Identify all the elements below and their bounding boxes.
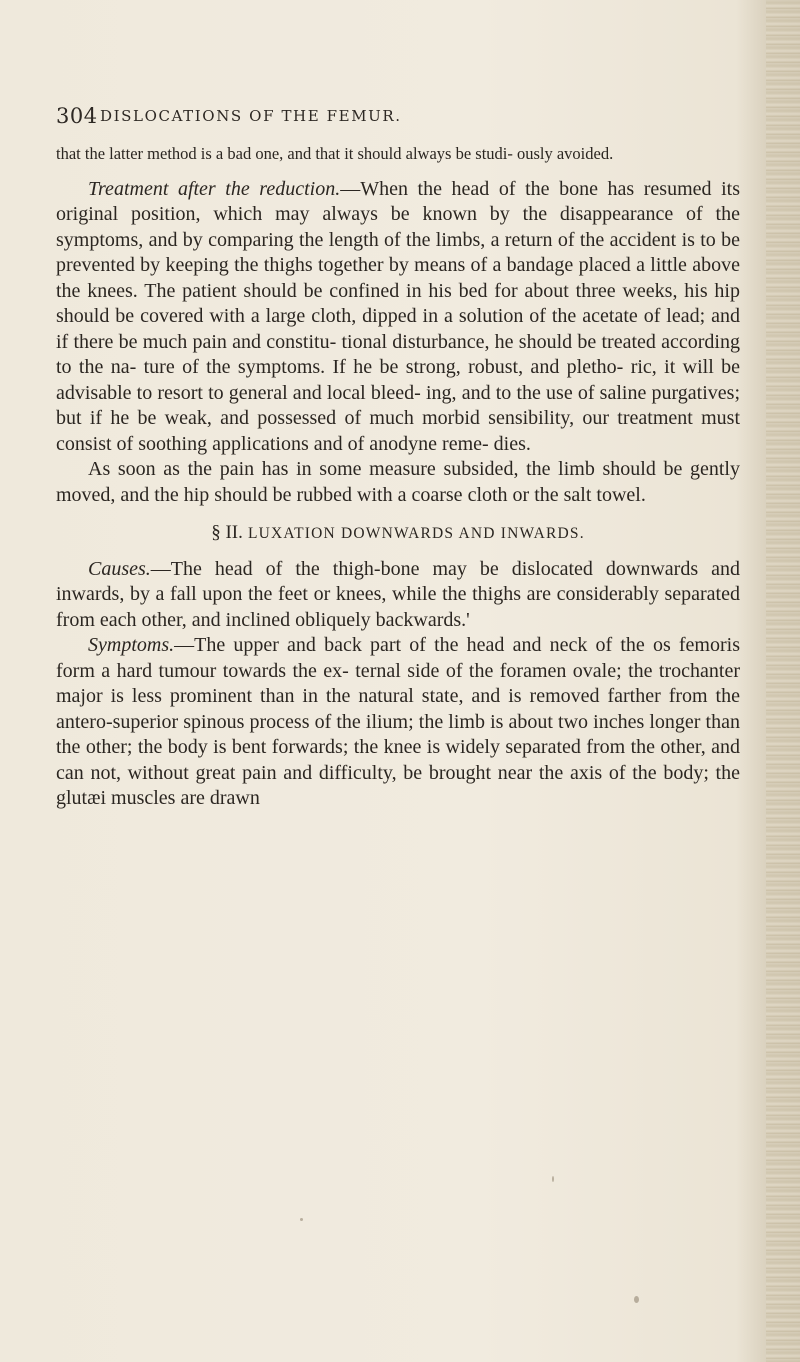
body-text bbox=[56, 141, 740, 812]
paragraph-lead-causes: Causes. bbox=[88, 557, 151, 580]
book-spine-edge bbox=[766, 0, 800, 1362]
paper-speck bbox=[634, 1296, 639, 1303]
paragraph-symptoms bbox=[56, 633, 740, 812]
page-number: 304 bbox=[56, 104, 98, 128]
section-title: LUXATION DOWNWARDS AND INWARDS. bbox=[247, 525, 585, 542]
paragraph-text-causes: —The head of the thigh-bone may be dislocated downwards and inwards, by a fall upon the feet or knees, while the thighs are considerably separated from each other, and inclined obliquely backwards.' bbox=[56, 557, 740, 631]
running-title: DISLOCATIONS OF THE FEMUR. bbox=[100, 107, 402, 125]
running-head bbox=[56, 104, 746, 134]
paper-speck bbox=[300, 1218, 303, 1221]
paragraph-text-treatment: —When the head of the bone has resumed its original position, which may always be known by the disappearance of the symptoms, and by comparing the length of the limbs, a return of the accident is to be prevented by keeping the thighs together by means of a bandage placed a little above the knees. The patient should be confined in his bed for about three weeks, his hip should be covered with a large cloth, dipped in a solution of the acetate of lead; and if there be much pain and constitu- tional disturbance, he should be treated according to the na- ture of the symptoms. If he be strong, robust, and pletho- ric, it will be advisable to resort to general and local bleed- ing, and to the use of saline purgatives; but if he be weak, and possessed of much morbid sensibility, our treatment must consist of soothing applications and of anodyne reme- dies. bbox=[56, 177, 740, 455]
section-number: § II. bbox=[211, 522, 243, 543]
paragraph-lead-symptoms: Symptoms. bbox=[88, 634, 175, 656]
paragraph-lead-treatment: Treatment after the reduction. bbox=[88, 177, 341, 200]
section-heading bbox=[56, 520, 740, 547]
paragraph-continuation: that the latter method is a bad one, and that it should always be studi- ously avoided. bbox=[56, 144, 614, 163]
paragraph-after-pain: As soon as the pain has in some measure subsided, the limb should be gently moved, and the hip should be rubbed with a coarse cloth or the salt towel. bbox=[56, 458, 740, 506]
paper-speck bbox=[552, 1176, 554, 1182]
paragraph-causes bbox=[56, 557, 740, 634]
paragraph-treatment bbox=[56, 177, 740, 458]
paragraph-text-symptoms: —The upper and back part of the head and neck of the os femoris form a hard tumour towards the ex- ternal side of the foramen ovale; the trochanter major is less prominent than in the natural state, and is removed farther from the antero-superior spinous process of the ilium; the limb is about two inches longer than the other; the body is bent forwards; the knee is widely separated from the other, and can not, without great pain and difficulty, be brought near the axis of the body; the glutæi muscles are drawn bbox=[56, 634, 740, 809]
